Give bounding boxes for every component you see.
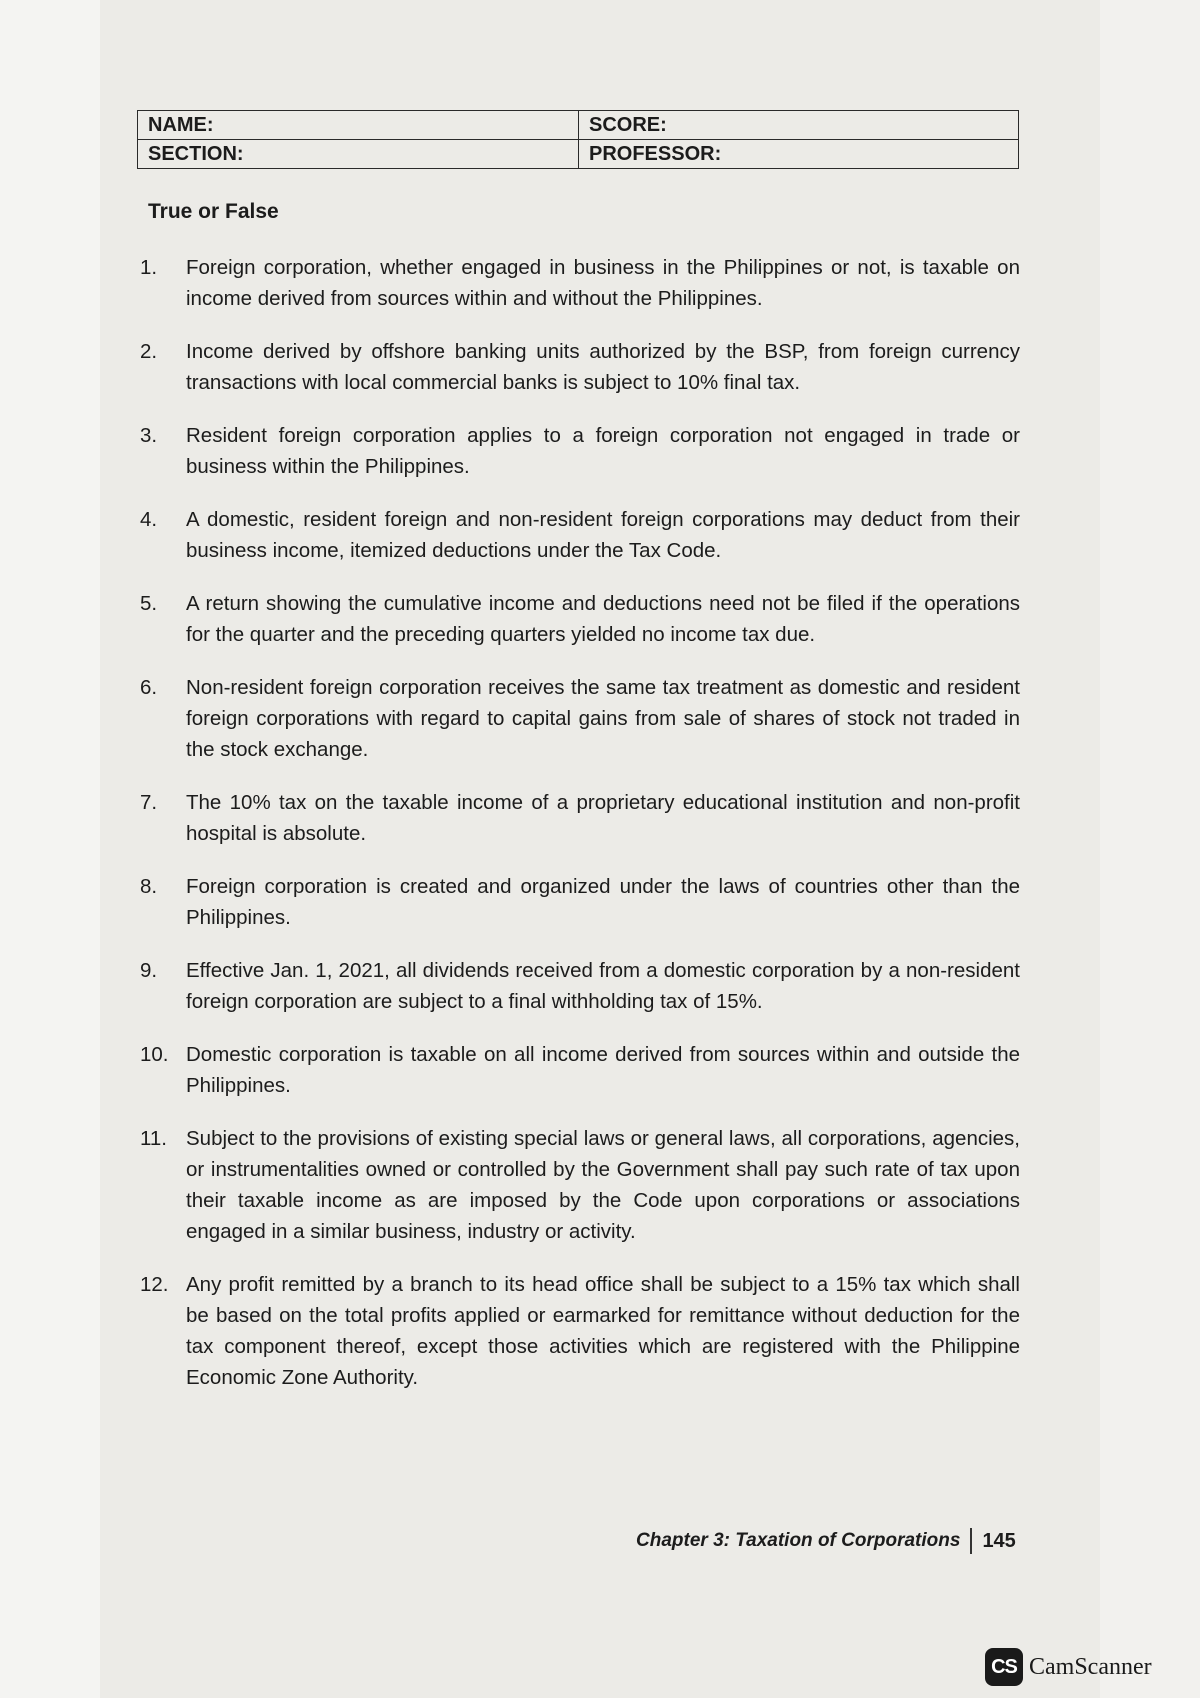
scan-margin (0, 0, 100, 1698)
question-text: Any profit remitted by a branch to its head office shall be subject to a 15% tax which shall be based on the total profits applied or earmarked for remittance without deduction for the tax component thereof, except those activities which are registered with the Philippine Economic Zone Authority. (186, 1273, 1020, 1389)
question-text: Domestic corporation is taxable on all income derived from sources within and outside the Philippines. (186, 1043, 1020, 1097)
question-text: Subject to the provisions of existing special laws or general laws, all corporations, agencies, or instrumentalities owned or controlled by the Government shall pay such rate of tax upon their taxable income as are imposed by the Code upon corporations or associations engaged in a similar business, industry or activity. (186, 1127, 1020, 1243)
page-footer (636, 1528, 1016, 1554)
question-item (140, 1269, 1020, 1393)
question-text: A domestic, resident foreign and non-resident foreign corporations may deduct from their business income, itemized deductions under the Tax Code. (186, 508, 1020, 562)
question-text: Income derived by offshore banking units authorized by the BSP, from foreign currency transactions with local commercial banks is subject to 10% final tax. (186, 340, 1020, 394)
question-item (140, 420, 1020, 482)
question-text: Non-resident foreign corporation receives the same tax treatment as domestic and resident foreign corporations with regard to capital gains from sale of shares of stock not traded in the stock exchange. (186, 676, 1020, 761)
chapter-title: Chapter 3: Taxation of Corporations (636, 1530, 961, 1551)
question-number: 2. (140, 340, 158, 363)
question-item (140, 1039, 1020, 1101)
question-number: 7. (140, 791, 158, 814)
question-item (140, 1123, 1020, 1247)
question-number: 4. (140, 508, 158, 531)
section-heading: True or False (148, 200, 279, 223)
footer-divider (970, 1528, 972, 1554)
question-item (140, 672, 1020, 765)
camscanner-logo-icon: CS (985, 1648, 1023, 1686)
question-item (140, 336, 1020, 398)
score-cell: SCORE: (579, 111, 1019, 140)
question-number: 12. (140, 1273, 169, 1296)
question-number: 3. (140, 424, 158, 447)
section-cell: SECTION: (138, 140, 579, 169)
question-item (140, 252, 1020, 314)
question-item (140, 504, 1020, 566)
student-info-table (137, 110, 1019, 169)
name-cell: NAME: (138, 111, 579, 140)
question-item (140, 871, 1020, 933)
question-item (140, 955, 1020, 1017)
question-number: 11. (140, 1127, 167, 1150)
question-number: 9. (140, 959, 158, 982)
question-number: 5. (140, 592, 158, 615)
question-number: 1. (140, 256, 158, 279)
question-number: 8. (140, 875, 158, 898)
question-list (140, 252, 1020, 1415)
question-text: Foreign corporation is created and organized under the laws of countries other than the Philippines. (186, 875, 1020, 929)
question-text: Foreign corporation, whether engaged in business in the Philippines or not, is taxable on income derived from sources within and without the Philippines. (186, 256, 1020, 310)
question-number: 6. (140, 676, 158, 699)
question-item (140, 787, 1020, 849)
question-text: Effective Jan. 1, 2021, all dividends received from a domestic corporation by a non-resident foreign corporation are subject to a final withholding tax of 15%. (186, 959, 1020, 1013)
professor-cell: PROFESSOR: (579, 140, 1019, 169)
question-text: Resident foreign corporation applies to a foreign corporation not engaged in trade or business within the Philippines. (186, 424, 1020, 478)
page-number: 145 (982, 1529, 1016, 1552)
question-number: 10. (140, 1043, 169, 1066)
question-text: A return showing the cumulative income and deductions need not be filed if the operations for the quarter and the preceding quarters yielded no income tax due. (186, 592, 1020, 646)
question-item (140, 588, 1020, 650)
camscanner-watermark (985, 1648, 1152, 1686)
question-text: The 10% tax on the taxable income of a proprietary educational institution and non-profit hospital is absolute. (186, 791, 1020, 845)
camscanner-brand: CamScanner (1029, 1653, 1152, 1680)
